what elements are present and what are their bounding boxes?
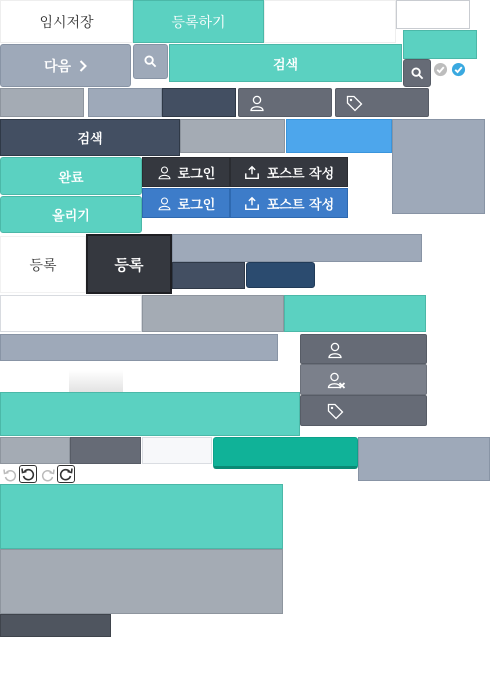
user-icon <box>249 94 267 112</box>
next-button[interactable] <box>0 44 131 87</box>
login-dark-button[interactable] <box>142 157 230 187</box>
navy-button[interactable] <box>172 262 245 289</box>
slate-button[interactable] <box>88 88 162 117</box>
user-remove-menu-button[interactable] <box>300 364 427 395</box>
login-blue-button[interactable] <box>142 188 230 218</box>
blue-button[interactable] <box>286 119 392 153</box>
tag-menu-button[interactable] <box>300 395 427 426</box>
gray-button[interactable] <box>142 295 284 332</box>
gray-large-button[interactable] <box>0 549 283 614</box>
gray-button[interactable] <box>0 88 84 117</box>
chevron-right-icon <box>79 60 87 72</box>
user-icon <box>327 341 345 359</box>
teal-button[interactable] <box>284 295 426 332</box>
next-label: 다음 <box>43 58 72 75</box>
tag-icon <box>346 95 363 112</box>
register-plain-button[interactable]: 등록 <box>0 236 86 293</box>
done-button[interactable]: 완료 <box>0 157 142 195</box>
search-icon <box>144 55 157 68</box>
login-label: 로그인 <box>177 166 216 182</box>
teal-large-button[interactable] <box>0 484 283 549</box>
check-circle-icon[interactable] <box>451 62 466 77</box>
empty-button[interactable] <box>264 0 396 43</box>
gradient-button[interactable] <box>69 370 123 392</box>
upload-icon <box>244 196 260 211</box>
user-icon <box>157 165 172 180</box>
search-icon <box>411 67 424 80</box>
redo-icon[interactable] <box>39 466 56 483</box>
white-button[interactable] <box>0 295 142 332</box>
check-circle-icon[interactable] <box>433 62 448 77</box>
gray-button[interactable] <box>180 119 285 153</box>
post-write-label: 포스트 작성 <box>266 166 335 182</box>
slate-wide-button[interactable] <box>0 334 278 361</box>
search-dark-button[interactable]: 검색 <box>0 119 180 156</box>
temp-save-button[interactable]: 임시저장 <box>0 0 133 43</box>
teal-dark-button[interactable] <box>213 437 358 469</box>
user-menu-button[interactable] <box>300 334 427 364</box>
slate-tall-button[interactable] <box>392 119 485 214</box>
upload-button[interactable]: 올리기 <box>0 196 142 233</box>
upload-icon <box>244 165 260 180</box>
user-icon-button[interactable] <box>238 88 332 117</box>
tag-icon <box>327 403 344 420</box>
undo-icon[interactable] <box>19 465 37 483</box>
user-icon <box>157 196 172 211</box>
redo-icon[interactable] <box>57 465 75 483</box>
tag-icon-button[interactable] <box>335 88 429 117</box>
post-write-blue-button[interactable] <box>230 188 348 218</box>
light-button[interactable] <box>142 437 212 464</box>
slate-wide-button[interactable] <box>172 234 422 262</box>
undo-icon[interactable] <box>1 466 18 483</box>
login-label: 로그인 <box>177 197 216 213</box>
text-input[interactable] <box>396 0 470 29</box>
search-square-button[interactable] <box>403 59 431 87</box>
slate-button[interactable] <box>358 437 490 481</box>
search-icon-button[interactable] <box>133 44 168 79</box>
teal-small-button[interactable] <box>403 30 477 59</box>
register-do-button[interactable]: 등록하기 <box>133 0 264 43</box>
gray-button[interactable] <box>0 437 70 464</box>
dark-small-button[interactable] <box>0 614 111 637</box>
teal-wide-button[interactable] <box>0 392 300 436</box>
post-write-dark-button[interactable] <box>230 157 348 187</box>
register-active-button[interactable]: 등록 <box>86 234 172 294</box>
post-write-label: 포스트 작성 <box>266 197 335 213</box>
dark-blue-button[interactable] <box>246 262 315 288</box>
navy-button[interactable] <box>162 88 236 117</box>
search-wide-button[interactable]: 검색 <box>169 44 402 82</box>
dark-gray-button[interactable] <box>70 437 141 464</box>
user-remove-icon <box>327 371 347 390</box>
